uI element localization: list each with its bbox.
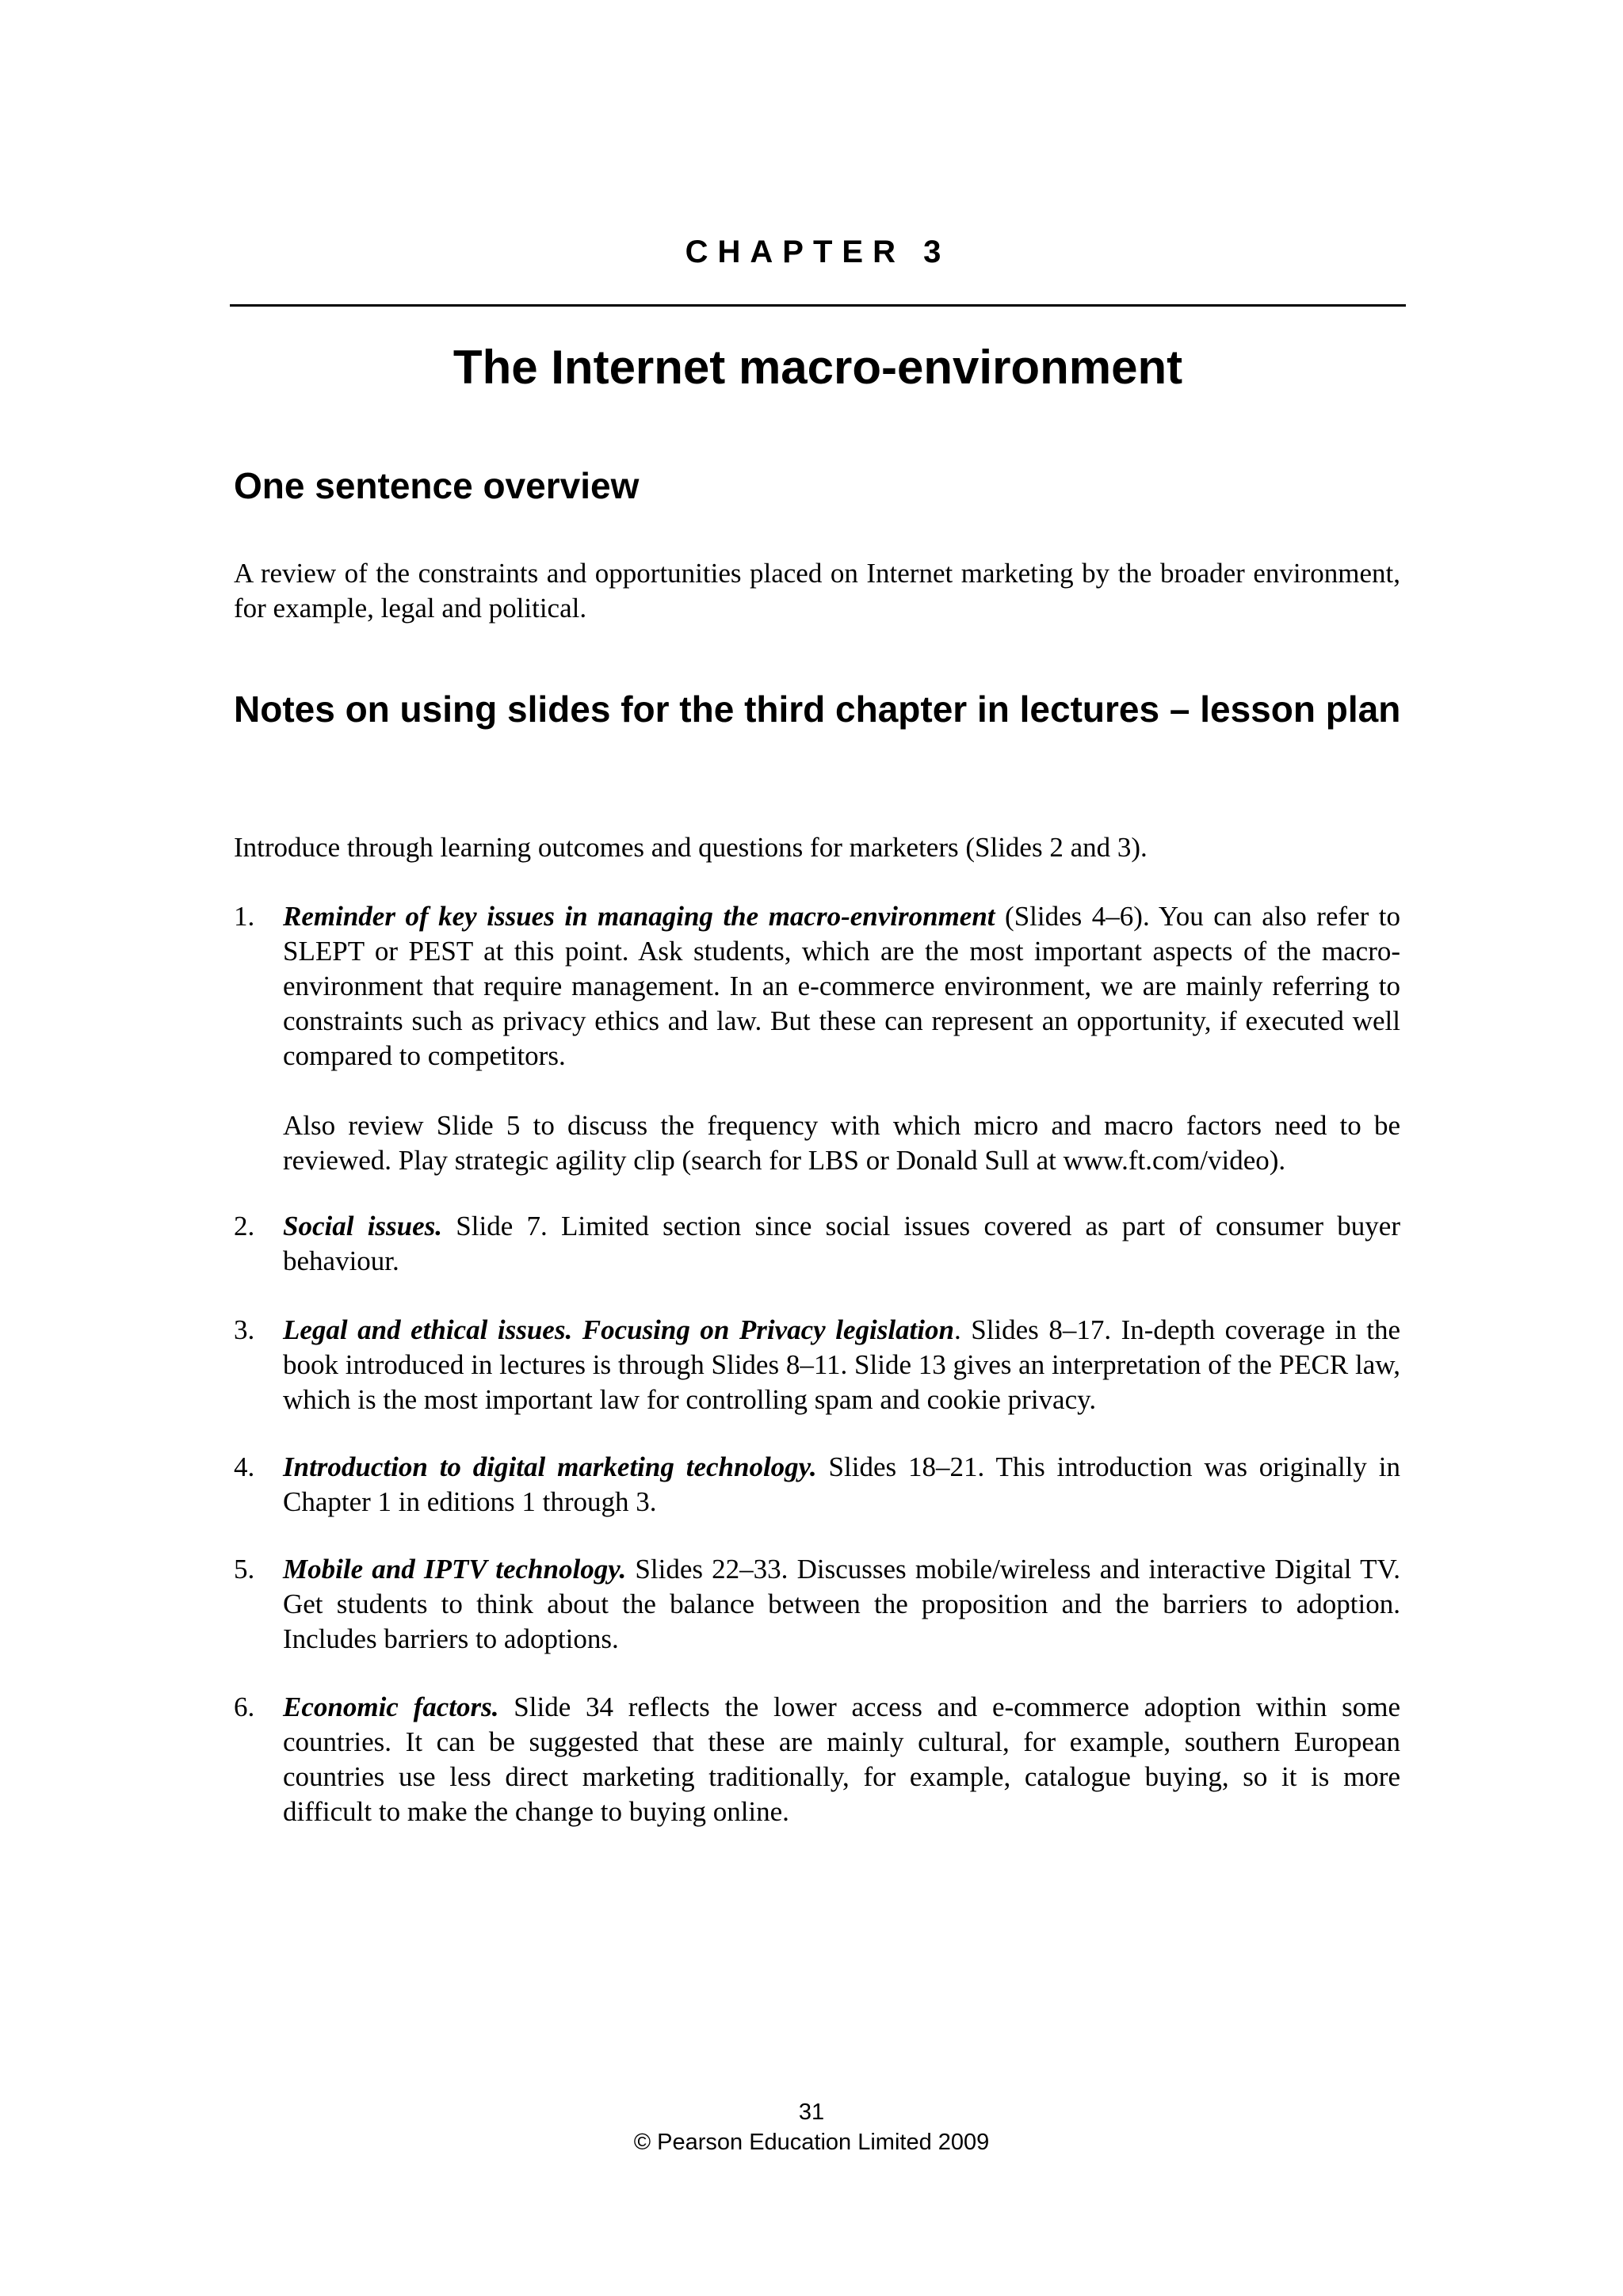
- overview-heading: One sentence overview: [234, 465, 640, 506]
- list-item-number: 6.: [234, 1691, 255, 1722]
- list-item-body: . Slides 8–17. In-depth coverage in the book introduced in lectures is through Slides 8–11. Slide 13 gives an interpretation of the PECR law, which is the most important law for controlling spam and cookie privacy.: [283, 1314, 1400, 1415]
- list-item-text: [283, 1690, 1400, 1829]
- list-item-text: [283, 1209, 1400, 1279]
- list-item-lead: Mobile and IPTV technology.: [283, 1554, 627, 1585]
- list-item: [234, 1552, 1400, 1657]
- page-number: 31: [798, 2100, 825, 2125]
- list-item: [234, 1209, 1400, 1279]
- chapter-title: The Internet macro-environment: [453, 341, 1183, 394]
- overview-text: A review of the constraints and opportunities placed on Internet marketing by the broader environment, for example, legal and political.: [234, 558, 1400, 624]
- list-item-number: 2.: [234, 1211, 255, 1241]
- list-item-number: 3.: [234, 1314, 255, 1345]
- list-item-extra: Also review Slide 5 to discuss the frequency with which micro and macro factors need to be reviewed. Play strategic agility clip (search for LBS or Donald Sull at www.ft.com/video).: [283, 1110, 1400, 1176]
- list-item-lead: Reminder of key issues in managing the macro-environment: [283, 901, 995, 932]
- list-item-number: 5.: [234, 1554, 255, 1585]
- list-item-body: Slide 7. Limited section since social issues covered as part of consumer buyer behaviour.: [283, 1211, 1400, 1276]
- list-item-lead: Legal and ethical issues. Focusing on Privacy legislation: [283, 1314, 954, 1345]
- list-item-lead: Social issues.: [283, 1211, 443, 1241]
- list-item-number: 4.: [234, 1451, 255, 1482]
- list-item-text: [283, 1313, 1400, 1417]
- list-item-text: [283, 1450, 1400, 1520]
- list-item-number: 1.: [234, 901, 255, 932]
- list-item-body: Slides 18–21. This introduction was originally in Chapter 1 in editions 1 through 3.: [283, 1451, 1400, 1517]
- notes-intro: Introduce through learning outcomes and questions for marketers (Slides 2 and 3).: [234, 832, 1148, 863]
- list-item-text: [283, 1552, 1400, 1657]
- list-item: [234, 1313, 1400, 1417]
- notes-heading: Notes on using slides for the third chapter in lectures – lesson plan: [234, 688, 1401, 730]
- list-item: [234, 899, 1400, 1178]
- list-item-lead: Economic factors.: [283, 1691, 499, 1722]
- chapter-label: CHAPTER 3: [685, 235, 951, 269]
- list-item-body: Slides 22–33. Discusses mobile/wireless and interactive Digital TV. Get students to think about the balance between the proposition and the barriers to adoption. Includes barriers to adoptions.: [283, 1554, 1400, 1654]
- list-item: [234, 1450, 1400, 1520]
- list-item-text: [283, 899, 1400, 1074]
- chapter-divider: [230, 304, 1406, 307]
- copyright-notice: © Pearson Education Limited 2009: [633, 2130, 990, 2155]
- list-item-body: (Slides 4–6). You can also refer to SLEPT or PEST at this point. Ask students, which are the most important aspects of the macro-environment that require management. In an e-commerce environment, we are mainly referring to constraints such as privacy ethics and law. But these can represent an opportunity, if executed well compared to competitors.: [283, 901, 1400, 1071]
- list-item-body: Slide 34 reflects the lower access and e-commerce adoption within some countries. It can be suggested that these are mainly cultural, for example, southern European countries use less direct marketing traditionally, for example, catalogue buying, so it is more difficult to make the change to buying online.: [283, 1691, 1401, 1827]
- list-item: [234, 1690, 1400, 1829]
- list-item-lead: Introduction to digital marketing technology.: [283, 1451, 817, 1482]
